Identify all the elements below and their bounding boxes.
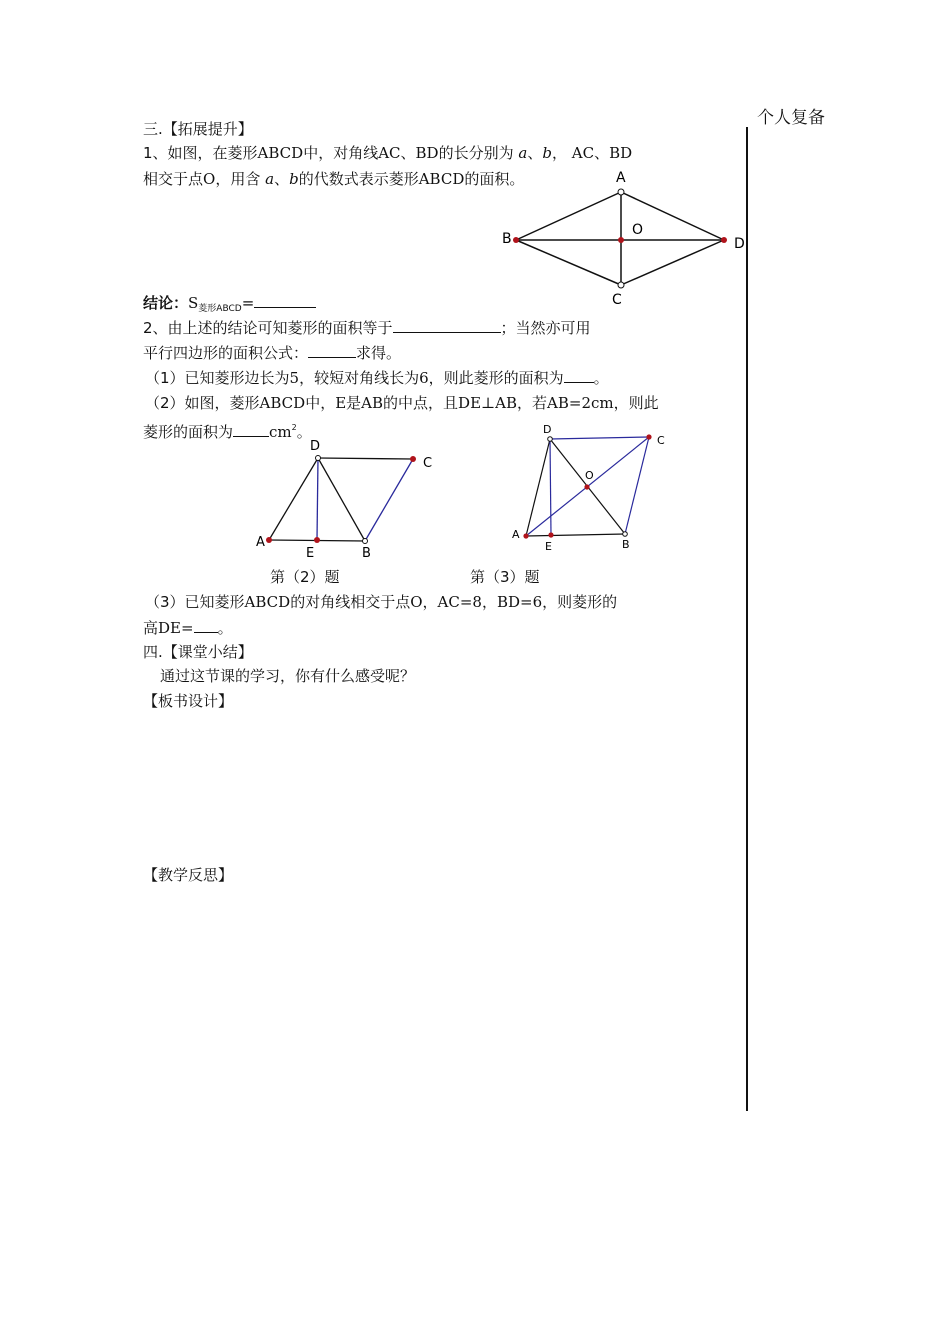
figure-rhombus-1 <box>495 165 755 310</box>
label-B: B <box>362 546 371 561</box>
teaching-reflection-heading: 【教学反思】 <box>143 866 234 884</box>
label-O: O <box>632 222 644 238</box>
label-E: E <box>545 540 552 553</box>
side-label: 个人复备 <box>757 108 825 128</box>
label-D: D <box>543 423 552 436</box>
problem-1: （1）已知菱形边长为5，较短对角线长为6，则此菱形的面积为 。 <box>145 369 609 387</box>
label-C: C <box>657 434 665 447</box>
board-design-heading: 【板书设计】 <box>143 692 234 710</box>
caption-figure-3: 第（3）题 <box>470 568 540 586</box>
label-C: C <box>423 456 433 471</box>
summary-prompt: 通过这节课的学习，你有什么感受呢？ <box>160 667 416 685</box>
q1-line2: 相交于点O，用含 a、b的代数式表示菱形ABCD的面积。 <box>143 170 525 188</box>
point-B <box>363 539 368 544</box>
figure-rhombus-3 <box>505 420 680 555</box>
point-C <box>646 434 651 439</box>
point-A <box>266 537 272 543</box>
point-C <box>410 456 416 462</box>
label-A: A <box>512 528 520 541</box>
figure-rhombus-2 <box>250 438 440 563</box>
label-B: B <box>622 538 630 551</box>
point-E <box>548 532 553 537</box>
label-B: B <box>502 231 512 247</box>
point-O <box>584 484 589 489</box>
problem-2-line2: 菱形的面积为 $cm^2$。 <box>143 423 312 441</box>
point-O <box>618 237 624 243</box>
label-A: A <box>616 170 626 186</box>
q2-line2: 平行四边形的面积公式： 求得。 <box>143 344 402 362</box>
problem-3-line1: （3）已知菱形ABCD的对角线相交于点O，AC=8，BD=6，则菱形的 <box>145 593 618 611</box>
label-D: D <box>310 439 321 454</box>
point-D <box>316 456 321 461</box>
point-A <box>618 189 624 195</box>
problem-3-line2: 高DE= 。 <box>143 619 233 637</box>
conclusion: 结论：$S_{菱形ABCD}=$ <box>143 293 316 319</box>
point-D <box>721 237 727 243</box>
problem-2-line1: （2）如图，菱形ABCD中，E是AB的中点，且DE⊥AB，若AB=2cm，则此 <box>145 394 659 412</box>
point-C <box>618 282 624 288</box>
caption-figure-2: 第（2）题 <box>270 568 340 586</box>
point-D <box>548 437 553 442</box>
q2-line1: 2、由上述的结论可知菱形的面积等于 ；当然亦可用 <box>143 319 591 337</box>
point-B <box>623 532 628 537</box>
point-B <box>513 237 519 243</box>
point-E <box>314 537 320 543</box>
section4-heading: 四.【课堂小结】 <box>143 643 253 661</box>
label-E: E <box>306 546 315 561</box>
q1-line1: 1、如图，在菱形ABCD中，对角线AC、BD的长分别为 a、b， AC、BD <box>143 144 633 162</box>
label-O: O <box>585 469 594 482</box>
point-A <box>523 533 528 538</box>
label-C: C <box>612 292 622 308</box>
label-D: D <box>734 236 745 252</box>
label-A: A <box>256 535 265 550</box>
section3-heading: 三.【拓展提升】 <box>143 120 253 138</box>
